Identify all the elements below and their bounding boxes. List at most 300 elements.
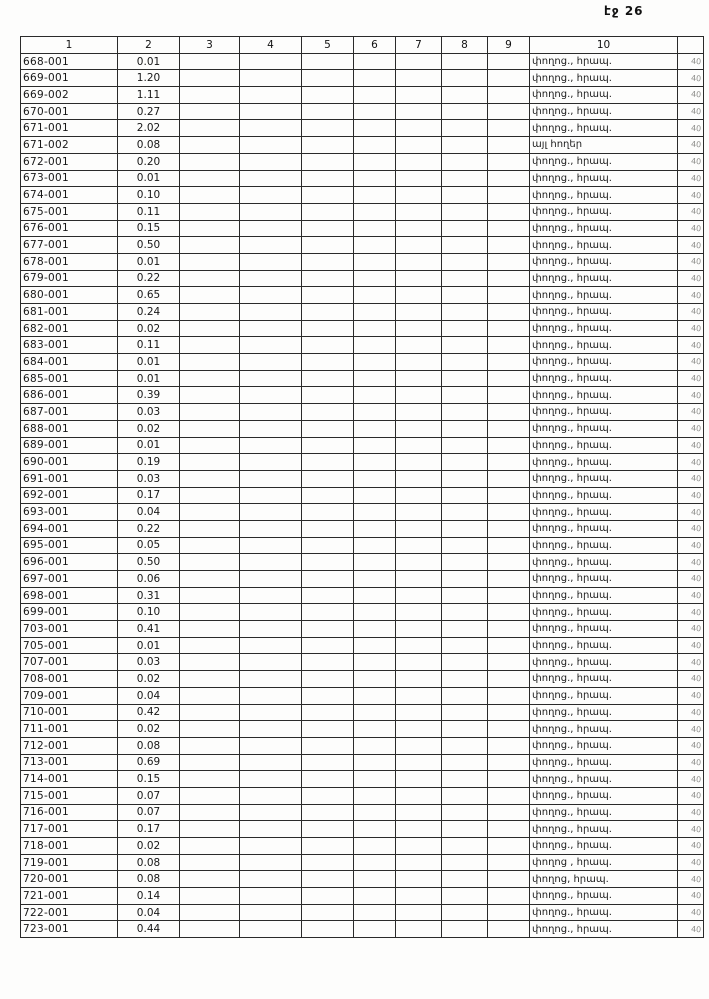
cell-parcel-code: 698-001 xyxy=(21,587,118,604)
handwritten-mark: 40 xyxy=(690,807,702,818)
cell-empty-8 xyxy=(442,404,488,421)
cell-land-use-note: փողոց., հրապ. xyxy=(530,621,678,638)
margin-annotation xyxy=(678,504,704,521)
cell-parcel-code: 713-001 xyxy=(21,754,118,771)
cell-empty-4 xyxy=(240,704,302,721)
cell-area-value: 0.04 xyxy=(118,504,180,521)
handwritten-mark: 40 xyxy=(690,857,702,868)
cell-empty-7 xyxy=(396,70,442,87)
cell-area-value: 0.01 xyxy=(118,253,180,270)
cell-empty-9 xyxy=(488,571,530,588)
cell-empty-4 xyxy=(240,871,302,888)
cell-empty-8 xyxy=(442,587,488,604)
cell-empty-3 xyxy=(180,220,240,237)
table-row xyxy=(21,120,704,137)
cell-empty-6 xyxy=(354,838,396,855)
cell-land-use-note: փողոց., հրապ. xyxy=(530,704,678,721)
cell-land-use-note: փողոց., հրապ. xyxy=(530,737,678,754)
cell-empty-3 xyxy=(180,604,240,621)
cell-empty-3 xyxy=(180,137,240,154)
cell-empty-3 xyxy=(180,153,240,170)
cell-empty-4 xyxy=(240,87,302,104)
cell-parcel-code: 709-001 xyxy=(21,687,118,704)
cell-land-use-note: փողոց., հրապ. xyxy=(530,838,678,855)
cell-empty-3 xyxy=(180,554,240,571)
cell-empty-3 xyxy=(180,587,240,604)
cell-area-value: 0.01 xyxy=(118,370,180,387)
margin-annotation xyxy=(678,203,704,220)
handwritten-mark: 40 xyxy=(690,56,702,67)
cell-area-value: 0.01 xyxy=(118,354,180,371)
cell-empty-8 xyxy=(442,787,488,804)
cell-empty-4 xyxy=(240,120,302,137)
table-row xyxy=(21,687,704,704)
column-header-9: 9 xyxy=(488,37,530,54)
cell-area-value: 1.20 xyxy=(118,70,180,87)
table-row xyxy=(21,537,704,554)
cell-empty-7 xyxy=(396,237,442,254)
cell-empty-7 xyxy=(396,253,442,270)
cell-empty-4 xyxy=(240,621,302,638)
cell-empty-5 xyxy=(302,203,354,220)
cell-area-value: 0.01 xyxy=(118,637,180,654)
cell-empty-3 xyxy=(180,621,240,638)
cell-empty-6 xyxy=(354,253,396,270)
cell-empty-5 xyxy=(302,921,354,938)
cell-empty-9 xyxy=(488,387,530,404)
cell-parcel-code: 705-001 xyxy=(21,637,118,654)
cell-area-value: 1.11 xyxy=(118,87,180,104)
cell-empty-6 xyxy=(354,454,396,471)
margin-annotation xyxy=(678,671,704,688)
cell-empty-7 xyxy=(396,454,442,471)
cell-empty-5 xyxy=(302,504,354,521)
cell-empty-5 xyxy=(302,637,354,654)
cell-land-use-note: փողոց., հրապ. xyxy=(530,437,678,454)
cell-parcel-code: 685-001 xyxy=(21,370,118,387)
cell-empty-9 xyxy=(488,304,530,321)
cell-area-value: 0.24 xyxy=(118,304,180,321)
cell-area-value: 0.15 xyxy=(118,220,180,237)
cell-empty-3 xyxy=(180,187,240,204)
margin-annotation xyxy=(678,604,704,621)
cell-empty-7 xyxy=(396,671,442,688)
table-row xyxy=(21,287,704,304)
cell-empty-9 xyxy=(488,838,530,855)
cell-parcel-code: 670-001 xyxy=(21,103,118,120)
cell-empty-6 xyxy=(354,737,396,754)
cell-empty-7 xyxy=(396,220,442,237)
cell-empty-5 xyxy=(302,821,354,838)
margin-annotation xyxy=(678,921,704,938)
cell-empty-7 xyxy=(396,437,442,454)
cell-empty-5 xyxy=(302,621,354,638)
cell-parcel-code: 674-001 xyxy=(21,187,118,204)
cell-empty-5 xyxy=(302,337,354,354)
cell-land-use-note: փողոց., հրապ. xyxy=(530,504,678,521)
cell-land-use-note: փողոց., հրապ. xyxy=(530,103,678,120)
cell-empty-3 xyxy=(180,921,240,938)
header-row xyxy=(21,37,704,54)
margin-annotation xyxy=(678,687,704,704)
cell-empty-6 xyxy=(354,437,396,454)
margin-annotation xyxy=(678,337,704,354)
cell-area-value: 0.20 xyxy=(118,153,180,170)
cell-empty-8 xyxy=(442,53,488,70)
cell-empty-6 xyxy=(354,621,396,638)
cell-empty-9 xyxy=(488,504,530,521)
cell-land-use-note: փողոց., հրապ. xyxy=(530,370,678,387)
table-row xyxy=(21,520,704,537)
cell-empty-7 xyxy=(396,203,442,220)
cell-empty-9 xyxy=(488,103,530,120)
cell-empty-7 xyxy=(396,888,442,905)
cell-empty-7 xyxy=(396,904,442,921)
cell-empty-3 xyxy=(180,821,240,838)
cell-empty-6 xyxy=(354,404,396,421)
cell-parcel-code: 695-001 xyxy=(21,537,118,554)
margin-annotation xyxy=(678,187,704,204)
table-row xyxy=(21,621,704,638)
cell-empty-7 xyxy=(396,120,442,137)
cell-area-value: 0.17 xyxy=(118,487,180,504)
cell-empty-3 xyxy=(180,888,240,905)
table-row xyxy=(21,103,704,120)
cell-empty-7 xyxy=(396,304,442,321)
margin-annotation xyxy=(678,754,704,771)
cell-land-use-note: փողոց., հրապ. xyxy=(530,87,678,104)
cell-empty-9 xyxy=(488,537,530,554)
cell-empty-9 xyxy=(488,120,530,137)
cell-land-use-note: փողոց., հրապ. xyxy=(530,420,678,437)
cell-empty-7 xyxy=(396,621,442,638)
cell-empty-3 xyxy=(180,237,240,254)
cell-parcel-code: 719-001 xyxy=(21,854,118,871)
cell-empty-6 xyxy=(354,654,396,671)
cell-empty-9 xyxy=(488,370,530,387)
cell-parcel-code: 697-001 xyxy=(21,571,118,588)
margin-header-spacer xyxy=(678,37,704,54)
cell-empty-5 xyxy=(302,187,354,204)
cell-empty-8 xyxy=(442,904,488,921)
cell-land-use-note: փողոց., հրապ. xyxy=(530,170,678,187)
cell-empty-5 xyxy=(302,737,354,754)
cell-empty-3 xyxy=(180,120,240,137)
margin-annotation xyxy=(678,904,704,921)
cell-empty-7 xyxy=(396,470,442,487)
cell-area-value: 0.22 xyxy=(118,520,180,537)
cell-empty-6 xyxy=(354,120,396,137)
cell-empty-4 xyxy=(240,487,302,504)
handwritten-mark: 40 xyxy=(690,790,702,801)
cell-empty-3 xyxy=(180,854,240,871)
cell-empty-7 xyxy=(396,187,442,204)
cell-empty-6 xyxy=(354,504,396,521)
cell-empty-9 xyxy=(488,137,530,154)
cell-empty-5 xyxy=(302,654,354,671)
cell-empty-9 xyxy=(488,354,530,371)
cell-empty-6 xyxy=(354,888,396,905)
table-row xyxy=(21,337,704,354)
cell-empty-8 xyxy=(442,487,488,504)
cell-empty-8 xyxy=(442,437,488,454)
table-row xyxy=(21,470,704,487)
handwritten-mark: 40 xyxy=(690,740,702,751)
cell-empty-4 xyxy=(240,771,302,788)
cell-empty-9 xyxy=(488,671,530,688)
handwritten-mark: 40 xyxy=(690,140,702,150)
cell-empty-6 xyxy=(354,637,396,654)
cell-empty-5 xyxy=(302,787,354,804)
cell-parcel-code: 680-001 xyxy=(21,287,118,304)
cell-empty-5 xyxy=(302,537,354,554)
cell-empty-4 xyxy=(240,537,302,554)
cell-empty-5 xyxy=(302,754,354,771)
cell-empty-6 xyxy=(354,721,396,738)
table-row xyxy=(21,587,704,604)
cell-land-use-note: փողոց., հրապ. xyxy=(530,587,678,604)
margin-annotation xyxy=(678,637,704,654)
cell-land-use-note: փողոց., հրապ. xyxy=(530,904,678,921)
table-row xyxy=(21,904,704,921)
cell-empty-6 xyxy=(354,604,396,621)
cell-empty-3 xyxy=(180,454,240,471)
cell-land-use-note: փողոց., հրապ. xyxy=(530,220,678,237)
cell-empty-3 xyxy=(180,838,240,855)
cell-land-use-note: փողոց., հրապ. xyxy=(530,654,678,671)
cell-empty-5 xyxy=(302,871,354,888)
cell-empty-7 xyxy=(396,737,442,754)
cell-area-value: 0.15 xyxy=(118,771,180,788)
cell-empty-5 xyxy=(302,87,354,104)
cell-empty-5 xyxy=(302,838,354,855)
cell-land-use-note: փողոց., հրապ. xyxy=(530,320,678,337)
margin-annotation xyxy=(678,871,704,888)
cell-empty-9 xyxy=(488,253,530,270)
cell-empty-4 xyxy=(240,70,302,87)
table-row xyxy=(21,771,704,788)
cell-land-use-note: փողոց., հրապ. xyxy=(530,337,678,354)
cell-empty-6 xyxy=(354,554,396,571)
cell-empty-7 xyxy=(396,153,442,170)
cell-empty-9 xyxy=(488,337,530,354)
margin-annotation xyxy=(678,654,704,671)
cell-area-value: 0.10 xyxy=(118,604,180,621)
cell-empty-9 xyxy=(488,220,530,237)
handwritten-mark: 40 xyxy=(690,640,702,651)
cell-parcel-code: 721-001 xyxy=(21,888,118,905)
margin-annotation xyxy=(678,387,704,404)
handwritten-mark: 40 xyxy=(690,223,702,234)
table-row xyxy=(21,554,704,571)
margin-annotation xyxy=(678,454,704,471)
cell-empty-8 xyxy=(442,337,488,354)
cell-empty-6 xyxy=(354,487,396,504)
cell-area-value: 0.02 xyxy=(118,671,180,688)
cell-empty-6 xyxy=(354,337,396,354)
table-row xyxy=(21,137,704,154)
margin-annotation xyxy=(678,704,704,721)
cell-area-value: 0.02 xyxy=(118,721,180,738)
cell-empty-3 xyxy=(180,671,240,688)
cell-empty-3 xyxy=(180,270,240,287)
table-row xyxy=(21,921,704,938)
cell-empty-9 xyxy=(488,437,530,454)
cell-area-value: 0.01 xyxy=(118,437,180,454)
cell-empty-6 xyxy=(354,571,396,588)
cell-empty-9 xyxy=(488,854,530,871)
cell-parcel-code: 687-001 xyxy=(21,404,118,421)
cell-parcel-code: 689-001 xyxy=(21,437,118,454)
cell-empty-6 xyxy=(354,87,396,104)
cell-land-use-note: փողոց., հրապ. xyxy=(530,921,678,938)
cell-parcel-code: 672-001 xyxy=(21,153,118,170)
cell-empty-8 xyxy=(442,754,488,771)
cell-empty-8 xyxy=(442,270,488,287)
table-row xyxy=(21,888,704,905)
margin-annotation xyxy=(678,370,704,387)
cell-land-use-note: փողոց., հրապ. xyxy=(530,354,678,371)
cell-empty-5 xyxy=(302,470,354,487)
cell-empty-7 xyxy=(396,487,442,504)
cell-empty-8 xyxy=(442,637,488,654)
cell-empty-7 xyxy=(396,137,442,154)
cell-empty-9 xyxy=(488,187,530,204)
handwritten-mark: 40 xyxy=(690,874,702,885)
cell-empty-9 xyxy=(488,621,530,638)
cell-empty-5 xyxy=(302,587,354,604)
cell-land-use-note: փողոց., հրապ. xyxy=(530,671,678,688)
cell-empty-8 xyxy=(442,921,488,938)
cell-empty-9 xyxy=(488,888,530,905)
margin-annotation xyxy=(678,854,704,871)
cell-empty-8 xyxy=(442,170,488,187)
cell-land-use-note: փողոց., հրապ. xyxy=(530,537,678,554)
handwritten-mark: 40 xyxy=(690,423,702,434)
margin-annotation xyxy=(678,137,704,154)
cell-parcel-code: 684-001 xyxy=(21,354,118,371)
table-row xyxy=(21,70,704,87)
cell-area-value: 0.07 xyxy=(118,804,180,821)
margin-annotation xyxy=(678,87,704,104)
handwritten-mark: 40 xyxy=(690,507,702,517)
cell-empty-6 xyxy=(354,587,396,604)
handwritten-mark: 40 xyxy=(690,690,702,701)
cell-empty-4 xyxy=(240,387,302,404)
cell-empty-8 xyxy=(442,604,488,621)
cell-empty-4 xyxy=(240,454,302,471)
cell-empty-9 xyxy=(488,237,530,254)
cell-empty-4 xyxy=(240,687,302,704)
cell-parcel-code: 679-001 xyxy=(21,270,118,287)
cell-empty-4 xyxy=(240,721,302,738)
cell-parcel-code: 675-001 xyxy=(21,203,118,220)
handwritten-mark: 40 xyxy=(690,824,702,835)
cell-empty-8 xyxy=(442,838,488,855)
cell-parcel-code: 723-001 xyxy=(21,921,118,938)
cell-parcel-code: 710-001 xyxy=(21,704,118,721)
cell-empty-5 xyxy=(302,70,354,87)
cell-empty-7 xyxy=(396,654,442,671)
cell-empty-5 xyxy=(302,437,354,454)
handwritten-mark: 40 xyxy=(690,123,702,134)
cell-area-value: 0.14 xyxy=(118,888,180,905)
cell-empty-9 xyxy=(488,520,530,537)
cell-parcel-code: 711-001 xyxy=(21,721,118,738)
table-row xyxy=(21,871,704,888)
cell-land-use-note: փողոց., հրապ. xyxy=(530,687,678,704)
cell-area-value: 0.11 xyxy=(118,337,180,354)
cell-empty-9 xyxy=(488,721,530,738)
column-header-8: 8 xyxy=(442,37,488,54)
handwritten-mark: 40 xyxy=(690,891,702,901)
handwritten-mark: 40 xyxy=(690,907,702,918)
cell-empty-7 xyxy=(396,520,442,537)
cell-empty-3 xyxy=(180,404,240,421)
cell-land-use-note: փողոց., հրապ. xyxy=(530,821,678,838)
handwritten-mark: 40 xyxy=(690,774,702,784)
cell-empty-4 xyxy=(240,203,302,220)
cell-empty-5 xyxy=(302,721,354,738)
cell-empty-8 xyxy=(442,571,488,588)
cell-empty-9 xyxy=(488,554,530,571)
table-row xyxy=(21,237,704,254)
table-row xyxy=(21,504,704,521)
cell-empty-7 xyxy=(396,838,442,855)
cell-area-value: 0.08 xyxy=(118,871,180,888)
handwritten-mark: 40 xyxy=(690,173,702,184)
cell-empty-7 xyxy=(396,270,442,287)
cell-area-value: 0.42 xyxy=(118,704,180,721)
cell-empty-7 xyxy=(396,420,442,437)
cell-empty-3 xyxy=(180,53,240,70)
margin-annotation xyxy=(678,220,704,237)
cell-land-use-note: փողոց., հրապ. xyxy=(530,187,678,204)
handwritten-mark: 40 xyxy=(690,924,702,935)
cell-empty-4 xyxy=(240,287,302,304)
cell-empty-9 xyxy=(488,871,530,888)
cell-empty-8 xyxy=(442,888,488,905)
cell-empty-8 xyxy=(442,137,488,154)
cell-empty-5 xyxy=(302,237,354,254)
column-header-6: 6 xyxy=(354,37,396,54)
cell-empty-7 xyxy=(396,804,442,821)
cell-empty-7 xyxy=(396,687,442,704)
margin-annotation xyxy=(678,304,704,321)
cell-empty-4 xyxy=(240,137,302,154)
cell-area-value: 0.03 xyxy=(118,470,180,487)
table-row xyxy=(21,320,704,337)
handwritten-mark: 40 xyxy=(690,256,702,267)
cell-area-value: 0.69 xyxy=(118,754,180,771)
cell-parcel-code: 668-001 xyxy=(21,53,118,70)
page-number: էջ 26 xyxy=(604,4,644,18)
cell-land-use-note: փողոց., հրապ. xyxy=(530,454,678,471)
cell-empty-4 xyxy=(240,838,302,855)
cell-empty-7 xyxy=(396,53,442,70)
cell-empty-6 xyxy=(354,821,396,838)
cell-parcel-code: 718-001 xyxy=(21,838,118,855)
cell-empty-6 xyxy=(354,921,396,938)
cell-parcel-code: 717-001 xyxy=(21,821,118,838)
cell-parcel-code: 686-001 xyxy=(21,387,118,404)
cell-empty-3 xyxy=(180,337,240,354)
margin-annotation xyxy=(678,888,704,905)
cell-empty-4 xyxy=(240,404,302,421)
cell-empty-7 xyxy=(396,103,442,120)
cell-empty-5 xyxy=(302,604,354,621)
cell-empty-5 xyxy=(302,571,354,588)
